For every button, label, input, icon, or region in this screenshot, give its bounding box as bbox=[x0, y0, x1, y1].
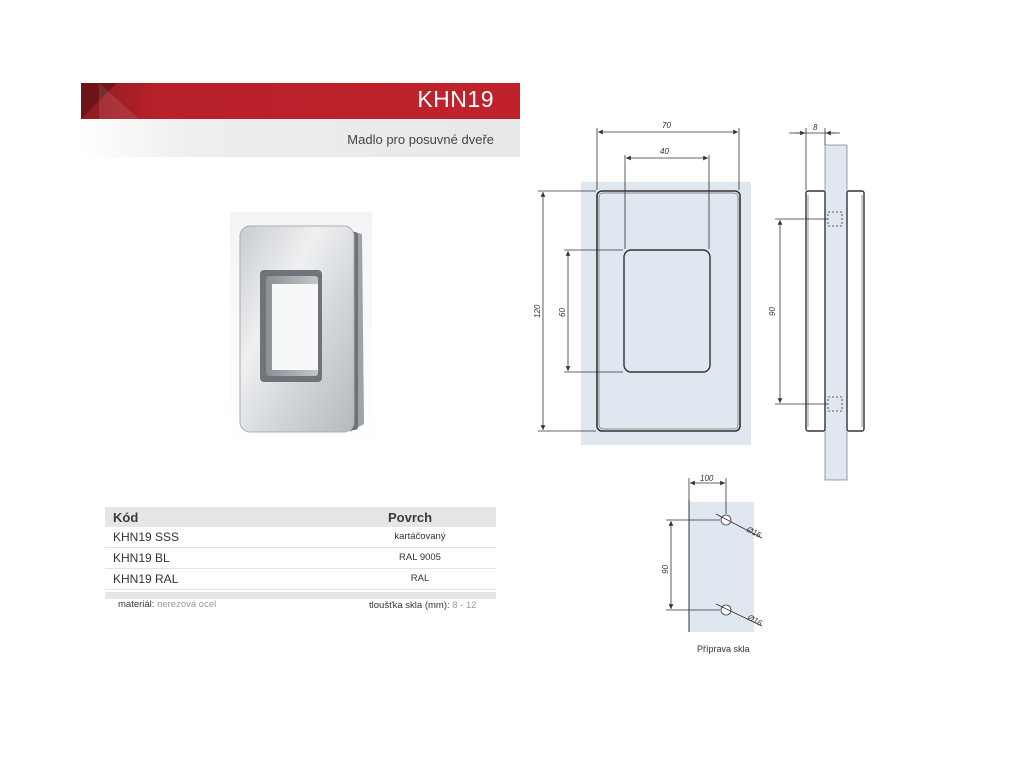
row-surface: RAL bbox=[410, 573, 430, 584]
dim-60-text: 60 bbox=[558, 308, 567, 317]
product-title: KHN19 bbox=[417, 86, 494, 112]
thickness-label: tloušťka skla (mm): bbox=[369, 600, 450, 611]
row-code: KHN19 BL bbox=[113, 551, 170, 565]
row-surface: kartáčovaný bbox=[394, 531, 446, 542]
hole-2-text: Ø16 bbox=[746, 612, 764, 628]
dim-70-text: 70 bbox=[662, 121, 671, 130]
dim-40-text: 40 bbox=[660, 147, 669, 156]
prep-hole-bottom bbox=[721, 605, 731, 615]
prep-hole-top bbox=[721, 515, 731, 525]
row-surface: RAL 9005 bbox=[399, 552, 441, 563]
product-subtitle: Madlo pro posuvné dveře bbox=[347, 132, 494, 147]
side-glass bbox=[825, 145, 847, 480]
side-plate-right bbox=[847, 191, 864, 431]
dim-90-side-text: 90 bbox=[768, 307, 777, 316]
material-value: nerezová ocel bbox=[157, 599, 217, 610]
material-label: materiál: bbox=[118, 599, 155, 610]
thickness-value: 8 - 12 bbox=[452, 600, 477, 611]
col-surface-header: Povrch bbox=[388, 510, 433, 525]
hole-1-text: Ø16 bbox=[745, 524, 763, 540]
col-code-header: Kód bbox=[113, 510, 139, 525]
dim-120-text: 120 bbox=[533, 304, 542, 318]
row-code: KHN19 SSS bbox=[113, 530, 180, 544]
side-plate-left bbox=[806, 191, 825, 431]
dim-100-text: 100 bbox=[700, 474, 714, 483]
glass-prep-label: Příprava skla bbox=[697, 644, 750, 654]
dim-90-prep-text: 90 bbox=[661, 565, 670, 574]
row-code: KHN19 RAL bbox=[113, 572, 179, 586]
dim-8-text: 8 bbox=[813, 123, 818, 132]
front-opening bbox=[624, 250, 710, 372]
